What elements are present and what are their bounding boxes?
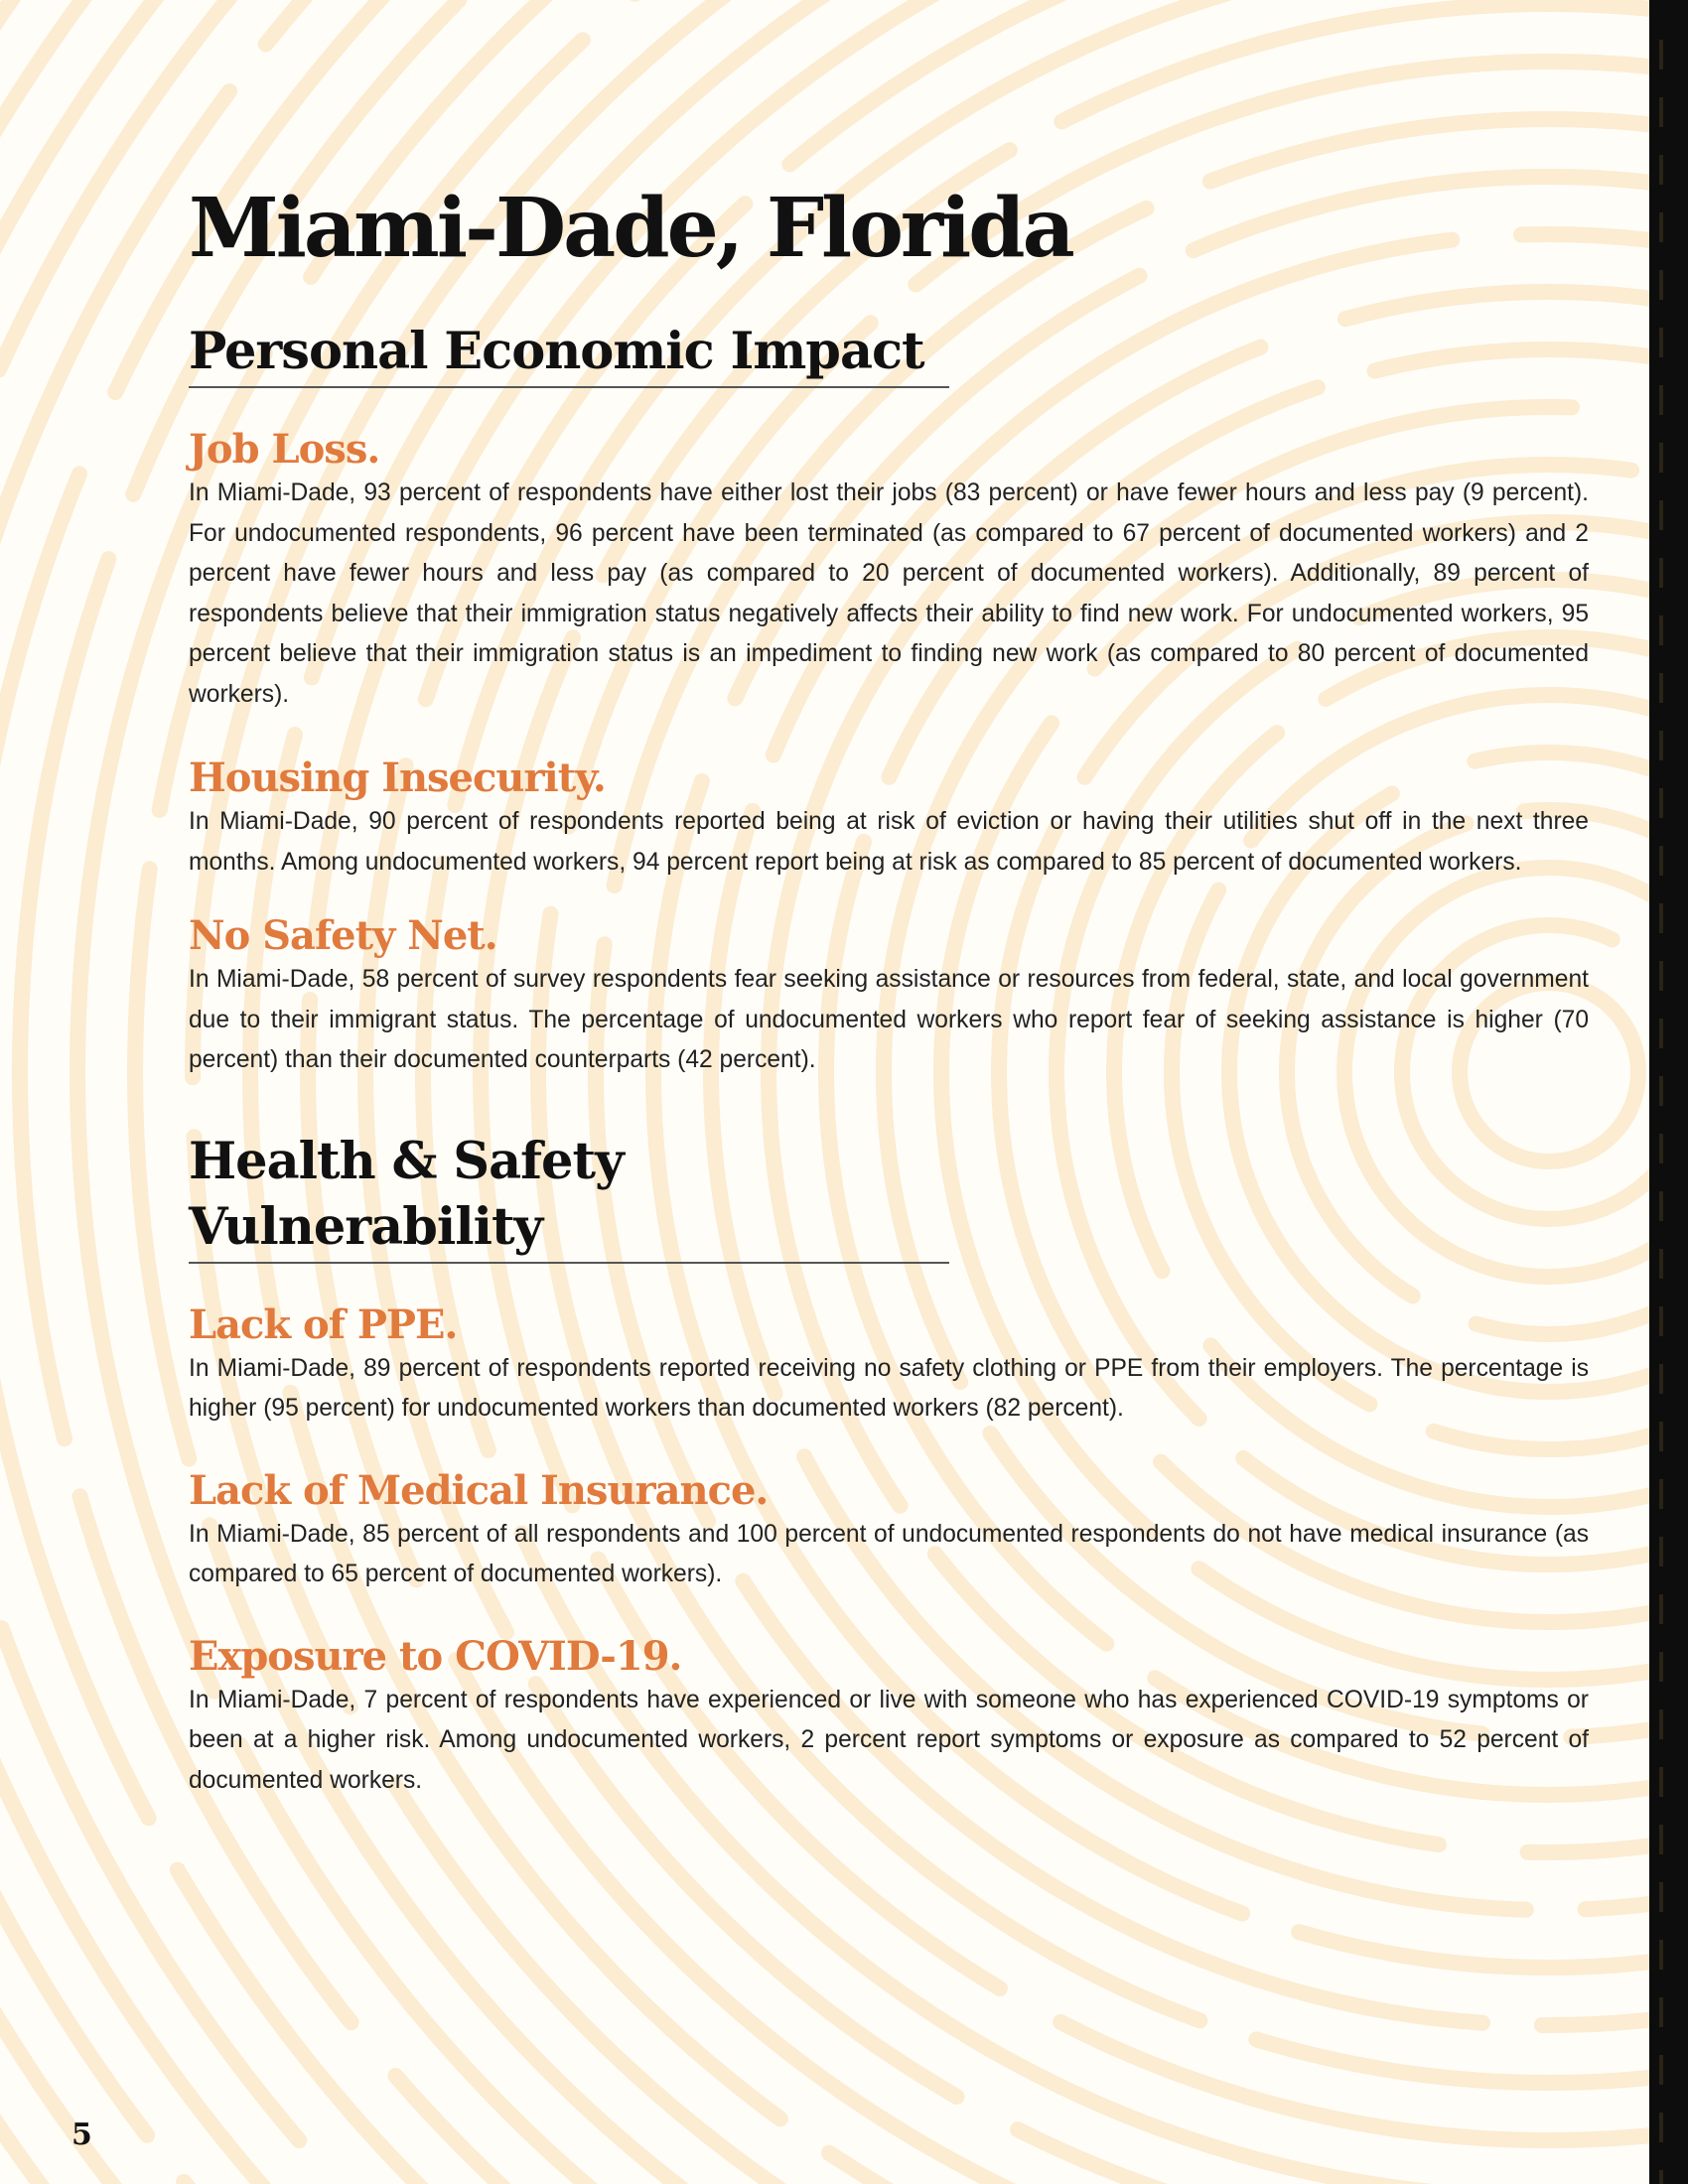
band-tick [1659,558,1663,588]
subsection-body: In Miami-Dade, 90 percent of respondents reported being at risk of eviction or having their utilities shut off in the next three months. Among undocumented workers, 94 percent report being at risk as compared to 85 percent of documented workers. [189,808,1589,876]
section-heading: Personal Economic Impact [189,319,949,388]
section-heading: Health & Safety Vulnerability [189,1129,949,1264]
subsection-lack-of-ppe [189,1301,1589,1430]
subsection-lack-of-medical-insurance [189,1467,1589,1595]
subsection-job-loss [189,426,1589,715]
band-tick [1659,155,1663,185]
band-tick [1659,846,1663,876]
band-tick [1659,1882,1663,1912]
band-tick [1659,1076,1663,1106]
band-tick [1659,673,1663,703]
subsection-body: In Miami-Dade, 58 percent of survey respondents fear seeking assistance or resources from federal, state, and local government due to their immigrant status. The percentage of undocumented workers who report fear of seeking assistance is higher (70 percent) than their documented counterparts (42 percent). [189,966,1589,1073]
band-tick [1659,2170,1663,2184]
band-tick [1659,1940,1663,1970]
section-personal-economic-impact [189,319,1589,1081]
band-tick [1659,1249,1663,1279]
band-tick [1659,731,1663,760]
subsection-title: Lack of PPE. [189,1300,458,1348]
subsection-body: In Miami-Dade, 85 percent of all respondents and 100 percent of undocumented respondents do not have medical insurance (as compared to 65 percent of documented workers). [189,1520,1589,1587]
right-edge-band [1649,0,1688,2184]
band-tick [1659,961,1663,991]
band-tick [1659,40,1663,69]
band-tick [1659,1594,1663,1624]
subsection-title: No Safety Net. [189,912,497,959]
subsection-title: Exposure to COVID-19. [189,1632,682,1680]
subsection-title: Lack of Medical Insurance. [189,1466,769,1514]
band-tick [1659,1767,1663,1797]
band-tick [1659,615,1663,645]
page-content [189,174,1589,1801]
band-tick [1659,788,1663,818]
band-tick [1659,1825,1663,1854]
band-tick [1659,97,1663,127]
band-tick [1659,903,1663,933]
subsection-no-safety-net [189,912,1589,1081]
band-tick [1659,1134,1663,1163]
band-tick [1659,1364,1663,1394]
band-tick [1659,1537,1663,1567]
subsection-body: In Miami-Dade, 93 percent of respondents have either lost their jobs (83 percent) or have fewer hours and less pay (9 percent). For undocumented respondents, 96 percent have been terminated (as compared to 67 percent of documented workers) and 2 percent have fewer hours and less pay (as compared to 20 percent of documented workers). Additionally, 89 percent of respondents believe that their immigration status negatively affects their ability to find new work. For undocumented workers, 95 percent believe that their immigration status is an impediment to finding new work (as compared to 80 percent of documented workers). [189,479,1589,708]
band-tick [1659,1709,1663,1739]
band-tick [1659,1479,1663,1509]
band-tick [1659,1997,1663,2027]
section-health-safety-vulnerability [189,1129,1589,1802]
band-tick [1659,212,1663,242]
subsection-title: Job Loss. [189,426,380,473]
page-title: Miami-Dade, Florida [189,181,1072,276]
band-tick [1659,1191,1663,1221]
band-tick [1659,1019,1663,1048]
band-tick [1659,270,1663,300]
subsection-exposure-to-covid [189,1633,1589,1802]
subsection-body: In Miami-Dade, 7 percent of respondents have experienced or live with someone who has experienced COVID-19 symptoms or been at a higher risk. Among undocumented workers, 2 percent report symptoms or exposure as compared to 52 percent of documented workers. [189,1686,1589,1794]
band-tick [1659,2113,1663,2142]
band-tick [1659,2055,1663,2085]
band-tick [1659,1422,1663,1451]
subsection-body: In Miami-Dade, 89 percent of respondents reported receiving no safety clothing or PPE from their employers. The percentage is higher (95 percent) for undocumented workers than documented workers (82 percent). [189,1354,1589,1422]
band-tick [1659,500,1663,530]
band-tick [1659,328,1663,357]
band-tick [1659,385,1663,415]
band-tick [1659,1306,1663,1336]
page-number: 5 [71,2117,92,2152]
band-tick [1659,443,1663,473]
subsection-title: Housing Insecurity. [189,754,606,801]
band-tick [1659,1652,1663,1682]
subsection-housing-insecurity [189,754,1589,883]
